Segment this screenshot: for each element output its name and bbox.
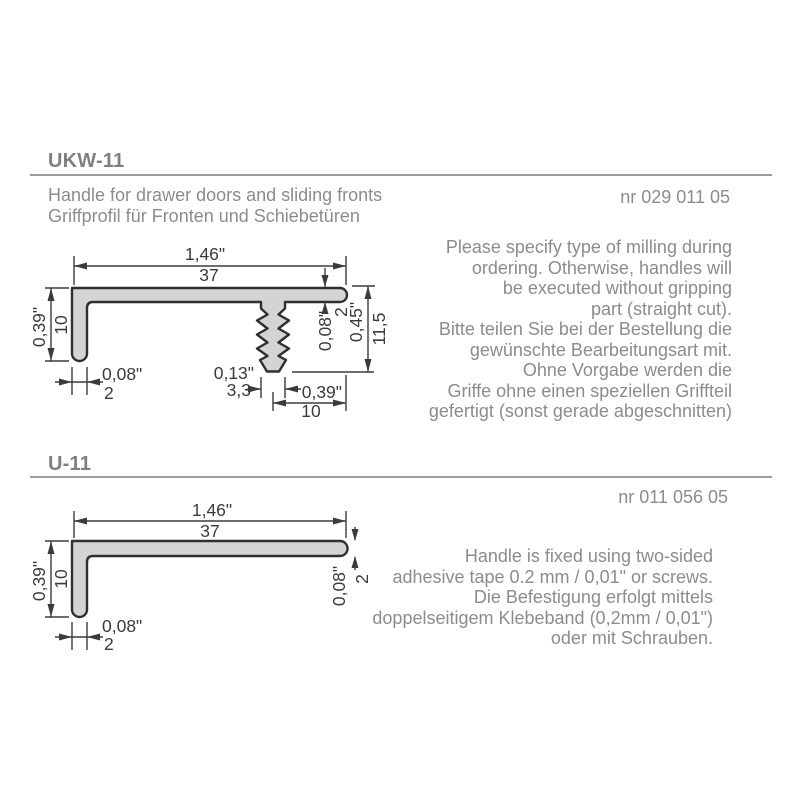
arrowhead	[285, 386, 298, 393]
note-line: gewünschte Bearbeitungsart mit.	[469, 339, 732, 360]
dim-width-mm: 37	[199, 265, 219, 285]
arrowhead	[352, 529, 359, 541]
arrowhead	[322, 275, 329, 287]
note-line: Griffe ohne einen speziellen Griffteil	[447, 380, 732, 401]
dim-grip-mm: 3,3	[226, 380, 251, 400]
arrowhead	[87, 634, 100, 641]
arrowhead	[59, 379, 72, 386]
dim-leg-inches: 0,08"	[102, 364, 143, 384]
dim-width-inches: 1,46"	[184, 244, 226, 264]
note-line: Die Befestigung erfolgt mittels	[473, 587, 713, 607]
dim-grip-inches: 0,13"	[213, 363, 254, 383]
dim-bar-inches: 0,08"	[329, 565, 349, 607]
description-block-ukw11	[48, 185, 382, 227]
description-de: Griffprofil für Fronten und Schiebetüren	[48, 206, 360, 226]
part-number-ukw11: nr 029 011 05	[620, 187, 730, 207]
arrowhead	[48, 604, 55, 617]
arrowhead	[333, 518, 346, 525]
note-line: be executed without gripping	[502, 278, 732, 298]
arrowhead	[333, 263, 346, 270]
arrowhead	[365, 359, 372, 372]
dim-bar-inches: 0,08"	[315, 310, 335, 352]
profile-shape-ukw11	[72, 288, 347, 372]
title-rule-ukw11	[30, 174, 772, 176]
dim-height-inches: 0,39"	[29, 306, 49, 348]
dim-total-mm: 11,5	[369, 312, 389, 346]
title-rule-u11	[30, 476, 772, 478]
arrowhead	[365, 286, 372, 299]
note-line: doppelseitigem Klebeband (0,2mm / 0,01")	[372, 607, 713, 628]
technical-drawing-u11	[30, 495, 430, 670]
arrowhead	[352, 556, 359, 568]
part-number-u11: nr 011 056 05	[618, 487, 728, 507]
dim-height-inches: 0,39"	[29, 560, 49, 602]
dim-bar-mm: 2	[352, 574, 372, 584]
note-line: Handle is fixed using two-sided	[464, 546, 713, 566]
note-paragraph-ukw11	[429, 237, 732, 422]
arrowhead	[48, 348, 55, 361]
arrowhead	[87, 379, 100, 386]
dim-width-inches: 1,46"	[191, 500, 233, 520]
dim-height-mm: 10	[51, 315, 71, 335]
dim-width-mm: 37	[200, 521, 220, 541]
profile-shape-u11	[72, 541, 348, 617]
section-title-u11: U-11	[48, 453, 92, 475]
arrowhead	[273, 400, 286, 407]
dim-leg-mm: 2	[104, 383, 114, 403]
note-line: ordering. Otherwise, handles will	[471, 257, 732, 278]
dim-total-inches: 0,45"	[346, 301, 366, 343]
description-en: Handle for drawer doors and sliding fronts	[48, 185, 383, 205]
note-line: gefertigt (sonst gerade abgeschnitten)	[428, 401, 732, 421]
arrowhead	[48, 288, 55, 301]
note-line: adhesive tape 0.2 mm / 0,01" or screws.	[392, 566, 713, 587]
dim-offset-inches: 0,39"	[301, 382, 342, 402]
dim-leg-inches: 0,08"	[102, 616, 143, 636]
section-title-ukw11: UKW-11	[48, 150, 125, 172]
arrowhead	[48, 541, 55, 554]
technical-drawing-ukw11	[30, 230, 430, 430]
dim-leg-mm: 2	[104, 634, 114, 654]
arrowhead	[59, 634, 72, 641]
arrowhead	[74, 518, 87, 525]
arrowhead	[74, 263, 87, 270]
dim-offset-mm: 10	[301, 401, 321, 421]
note-line: oder mit Schrauben.	[550, 628, 713, 648]
note-line: Please specify type of milling during	[445, 237, 732, 257]
note-line: part (straight cut).	[590, 298, 732, 319]
dim-bar-mm: 2	[331, 307, 351, 317]
dim-height-mm: 10	[51, 569, 71, 589]
note-line: Bitte teilen Sie bei der Bestellung die	[438, 319, 732, 339]
note-line: Ohne Vorgabe werden die	[522, 360, 732, 380]
